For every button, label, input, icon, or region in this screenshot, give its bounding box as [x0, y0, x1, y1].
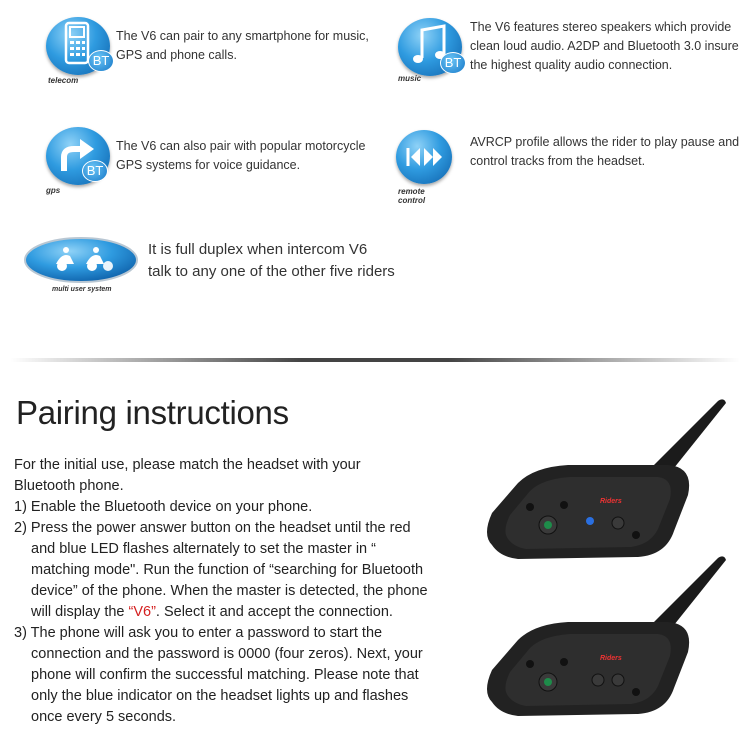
text-line: It is full duplex when intercom V6 — [148, 241, 368, 258]
text-line: The V6 can also pair with popular motorcycle — [116, 139, 366, 153]
gps-caption: gps — [46, 186, 61, 195]
step-3-line: only the blue indicator on the headset lights up and flashes — [31, 688, 409, 704]
step-2-line: device” of the phone. When the master is detected, the phone — [31, 583, 428, 599]
step-3-line: connection and the password is 0000 (four zeros). Next, your — [31, 646, 423, 662]
music-caption: music — [398, 74, 422, 83]
step-3-line: 3) The phone will ask you to enter a password to start the — [14, 625, 383, 641]
text-line: GPS and phone calls. — [116, 48, 237, 62]
feature-telecom-text — [116, 27, 369, 65]
bluetooth-badge: BT — [82, 160, 108, 182]
text-line: GPS systems for voice guidance. — [116, 158, 301, 172]
step-2-line: 2) Press the power answer button on the headset until the red — [14, 520, 411, 536]
headset-brand-text: Riders — [600, 498, 622, 505]
text-line: the highest quality audio connection. — [470, 58, 673, 72]
step-2-line: and blue LED flashes alternately to set the master in “ — [31, 541, 376, 557]
remote-control-icon — [396, 130, 452, 184]
remote-control-caption: remote control — [398, 187, 426, 205]
text-line: The V6 can pair to any smartphone for music, — [116, 29, 369, 43]
step-3-line: phone will confirm the successful matching. Please note that — [31, 667, 419, 683]
step-1: 1) Enable the Bluetooth device on your phone. — [14, 499, 313, 515]
bluetooth-badge: BT — [440, 52, 466, 74]
text-line: clean loud audio. A2DP and Bluetooth 3.0 insure — [470, 39, 739, 53]
telecom-caption: telecom — [48, 76, 79, 85]
step-2-line: matching mode". Run the function of “searching for Bluetooth — [31, 562, 424, 578]
text-line: control tracks from the headset. — [470, 154, 646, 168]
text-line: The V6 features stereo speakers which provide — [470, 20, 732, 34]
text-line: AVRCP profile allows the rider to play pause and — [470, 135, 740, 149]
multi-user-caption: multi user system — [52, 286, 112, 293]
bluetooth-badge: BT — [88, 50, 114, 72]
feature-music-text — [470, 18, 739, 75]
feature-multi-user-text — [148, 239, 395, 283]
multi-user-icon — [22, 236, 140, 288]
headset-image-bottom — [478, 550, 740, 725]
intro-line: For the initial use, please match the headset with your — [14, 457, 361, 473]
intro-line: Bluetooth phone. — [14, 478, 124, 494]
feature-remote-text — [470, 133, 739, 171]
section-divider — [10, 358, 740, 362]
page-title: Pairing instructions — [16, 394, 289, 431]
step-2-line: will display the “V6”. Select it and accept the connection. — [31, 604, 393, 620]
feature-gps-text — [116, 137, 365, 175]
text-line: talk to any one of the other five riders — [148, 263, 395, 280]
device-name-highlight: “V6” — [128, 604, 156, 620]
pairing-instructions — [14, 455, 484, 728]
headset-image-top — [478, 395, 740, 565]
step-3-line: once every 5 seconds. — [31, 709, 177, 725]
headset-brand-text: Riders — [600, 655, 622, 662]
